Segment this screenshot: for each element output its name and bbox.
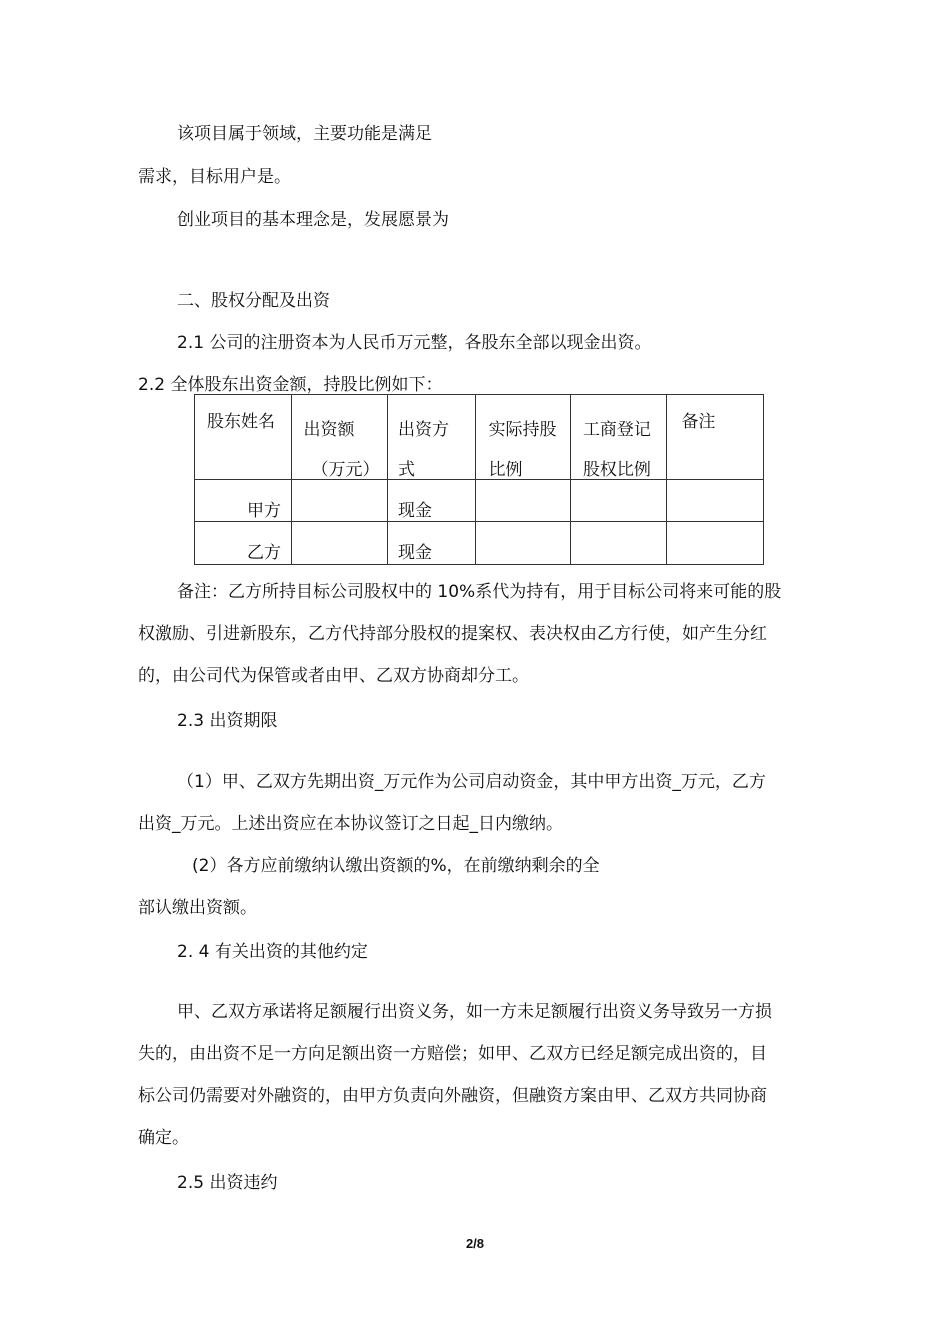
table-note-line-3: 的，由公司代为保管或者由甲、乙双方协商却分工。 [138, 666, 529, 686]
header-cell-name: 股东姓名 [195, 395, 292, 480]
clause-2-1: 2.1 公司的注册资本为人民币万元整，各股东全部以现金出资。 [177, 333, 652, 353]
table-note-line-1: 备注：乙方所持目标公司股权中的 10%系代为持有，用于目标公司将来可能的股 [177, 582, 782, 602]
cell-remark [667, 522, 764, 565]
cell-actual-ratio [476, 480, 570, 522]
clause-2-3: 2.3 出资期限 [177, 711, 278, 731]
term-1-line-1: （1）甲、乙双方先期出资_万元作为公司启动资金，其中甲方出资_万元，乙方 [177, 772, 766, 792]
cell-method: 现金 [388, 480, 476, 522]
other-terms-line-3: 标公司仍需要对外融资的，由甲方负责向外融资，但融资方案由甲、乙双方共同协商 [138, 1086, 767, 1106]
cell-actual-ratio [476, 522, 570, 565]
section-heading-equity: 二、股权分配及出资 [177, 291, 330, 311]
table-row [195, 480, 764, 522]
paragraph-target-users: 需求，目标用户是。 [138, 167, 291, 187]
cell-amount [291, 480, 388, 522]
page-number: 2/8 [465, 1236, 485, 1251]
other-terms-line-4: 确定。 [138, 1128, 189, 1148]
header-cell-method: 出资方 式 [388, 395, 476, 480]
term-2-line-1: (2）各方应前缴纳认缴出资额的%，在前缴纳剩余的全 [192, 856, 600, 876]
cell-amount [291, 522, 388, 565]
cell-registered-ratio [570, 522, 667, 565]
other-terms-line-2: 失的，由出资不足一方向足额出资一方赔偿；如甲、乙双方已经足额完成出资的，目 [138, 1044, 767, 1064]
header-cell-actual-ratio: 实际持股 比例 [476, 395, 570, 480]
clause-2-5: 2.5 出资违约 [177, 1173, 278, 1193]
clause-2-4: 2. 4 有关出资的其他约定 [177, 942, 368, 962]
cell-remark [667, 480, 764, 522]
term-1-line-2: 出资_万元。上述出资应在本协议签订之日起_日内缴纳。 [138, 814, 563, 834]
cell-method: 现金 [388, 522, 476, 565]
cell-shareholder-name: 甲方 [195, 480, 292, 522]
shareholder-table [194, 394, 764, 565]
table-header-row [195, 395, 764, 480]
table-note-line-2: 权激励、引进新股东，乙方代持部分股权的提案权、表决权由乙方行使，如产生分红 [138, 624, 767, 644]
table-row [195, 522, 764, 565]
header-cell-amount: 出资额 （万元） [291, 395, 388, 480]
paragraph-project-field: 该项目属于领域，主要功能是满足 [177, 124, 432, 144]
header-cell-remark: 备注 [667, 395, 764, 480]
term-2-line-2: 部认缴出资额。 [138, 898, 257, 918]
cell-registered-ratio [570, 480, 667, 522]
cell-shareholder-name: 乙方 [195, 522, 292, 565]
paragraph-philosophy: 创业项目的基本理念是，发展愿景为 [177, 210, 449, 230]
other-terms-line-1: 甲、乙双方承诺将足额履行出资义务，如一方未足额履行出资义务导致另一方损 [177, 1002, 772, 1022]
clause-2-2: 2.2 全体股东出资金额，持股比例如下： [138, 375, 443, 395]
header-cell-registered-ratio: 工商登记 股权比例 [570, 395, 667, 480]
